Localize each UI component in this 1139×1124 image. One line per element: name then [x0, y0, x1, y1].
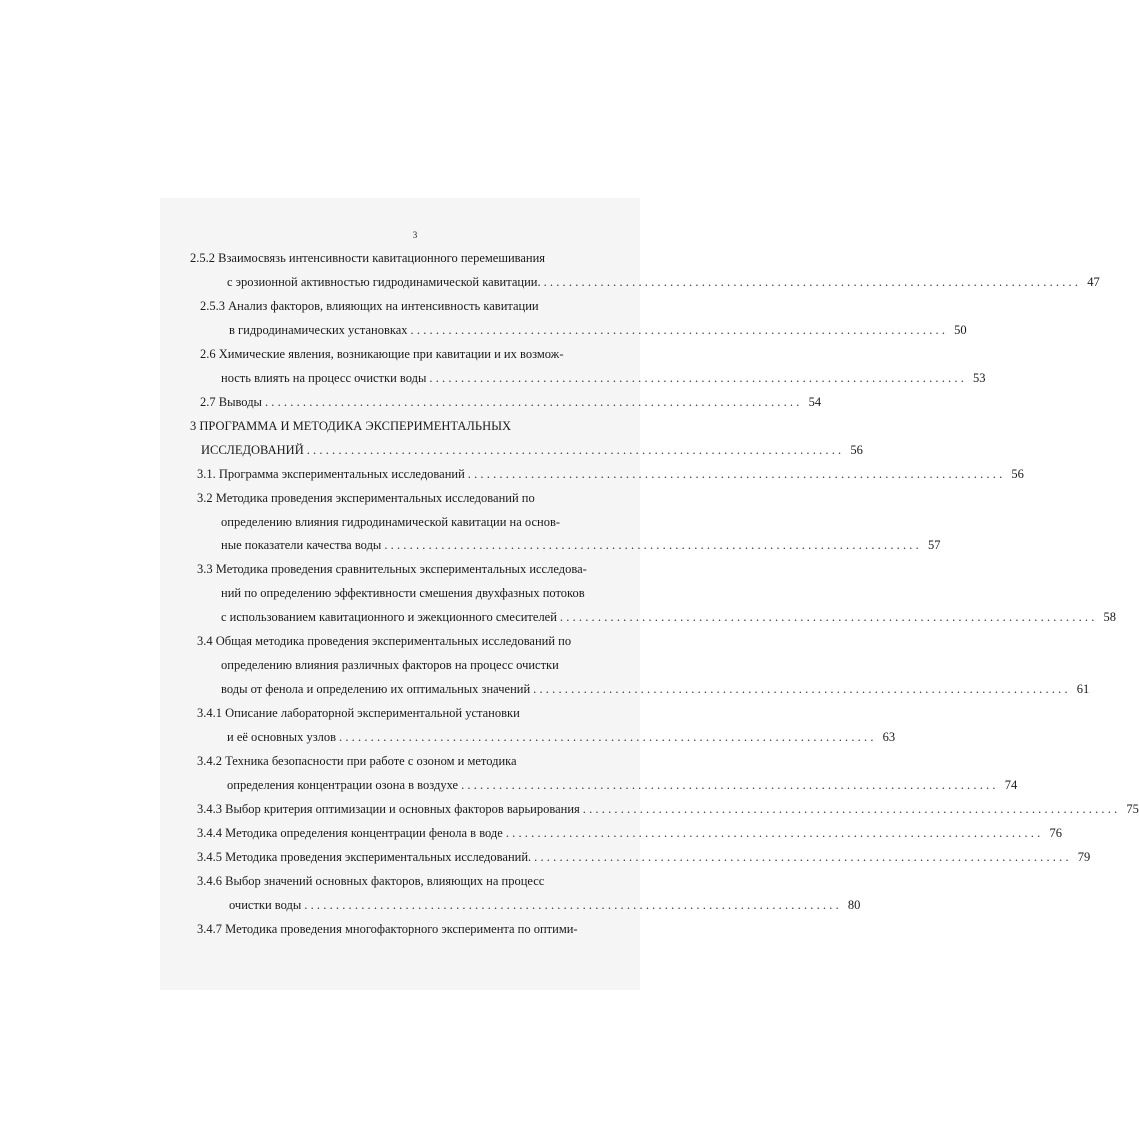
toc-entry-text: 3.1. Программа экспериментальных исследований [197, 467, 465, 481]
toc-line: 2.5.2 Взаимосвязь интенсивности кавитационного перемешивания [190, 251, 546, 265]
toc-line [221, 370, 986, 386]
toc-entry-text: 3.4.3 Выбор критерия оптимизации и основных факторов варьирования [197, 802, 580, 816]
toc-page-number: 76 [1049, 826, 1062, 840]
toc-entry-text: с использованием кавитационного и эжекционного смесителей [221, 610, 557, 624]
toc-line [221, 537, 941, 553]
toc-entry-text: 3.4.4 Методика определения концентрации фенола в воде [197, 826, 503, 840]
toc-page-number: 79 [1077, 850, 1091, 864]
toc-page-number: 74 [1004, 778, 1018, 792]
toc-line [197, 825, 1062, 841]
toc-dot-leader: ..................................................................................... [534, 850, 1072, 864]
toc-line [221, 681, 1090, 697]
toc-line [227, 729, 896, 745]
toc-line [221, 609, 1117, 625]
toc-line: 2.6 Химические явления, возникающие при кавитации и их возмож- [200, 347, 564, 361]
toc-line [201, 442, 863, 458]
toc-dot-leader: ..................................................................................... [429, 371, 968, 385]
toc-page-number: 80 [847, 898, 861, 912]
toc-dot-leader: ..................................................................................... [384, 538, 922, 552]
toc-dot-leader: ..................................................................................... [582, 802, 1121, 816]
toc-line [227, 274, 1100, 290]
toc-entry-text: определения концентрации озона в воздухе [227, 778, 459, 792]
toc-dot-leader: ..................................................................................... [339, 730, 877, 744]
page-number: 3 [412, 230, 418, 240]
toc-entry-text: воды от фенола и определению их оптимальных значений [221, 682, 531, 696]
toc-line: 3.3 Методика проведения сравнительных экспериментальных исследова- [197, 562, 587, 576]
toc-line [197, 849, 1091, 865]
toc-dot-leader: ..................................................................................... [304, 898, 842, 912]
toc-line [197, 801, 1139, 817]
toc-line [197, 466, 1024, 482]
toc-page-number: 56 [850, 443, 863, 457]
toc-dot-leader: ..................................................................................... [467, 467, 1006, 481]
toc-entry-text: ность влиять на процесс очистки воды [221, 371, 427, 385]
toc-line: 3.4.7 Методика проведения многофакторного эксперимента по оптими- [197, 922, 578, 936]
toc-entry-text: очистки воды [229, 898, 302, 912]
toc-line: определению влияния различных факторов на процесс очистки [221, 658, 559, 672]
toc-line: 3.4.2 Техника безопасности при работе с озоном и методика [197, 754, 517, 768]
toc-line: ний по определению эффективности смешения двухфазных потоков [221, 586, 585, 600]
toc-entry-text: с эрозионной активностью гидродинамической кавитации. [227, 275, 541, 289]
toc-entry-text: 2.7 Выводы [200, 395, 262, 409]
toc-line [227, 777, 1018, 793]
toc-entry-text: и её основных узлов [227, 730, 337, 744]
toc-dot-leader: ..................................................................................... [410, 323, 949, 337]
toc-page-number: 58 [1103, 610, 1117, 624]
toc-page-number: 57 [927, 538, 941, 552]
toc-entry-text: 3.4.5 Методика проведения экспериментальных исследований. [197, 850, 532, 864]
toc-page-number: 50 [954, 323, 967, 337]
toc-entry-text: ИССЛЕДОВАНИЙ [201, 443, 304, 457]
toc-line: 3.4.6 Выбор значений основных факторов, влияющих на процесс [197, 874, 545, 888]
toc-dot-leader: ..................................................................................... [505, 826, 1044, 840]
toc-page-number: 75 [1126, 802, 1139, 816]
toc-line [229, 897, 861, 913]
toc-page-number: 61 [1076, 682, 1090, 696]
toc-page-number: 53 [973, 371, 986, 385]
toc-line: 3.2 Методика проведения экспериментальных исследований по [197, 491, 535, 505]
toc-dot-leader: ..................................................................................... [559, 610, 1098, 624]
toc-dot-leader: ..................................................................................... [306, 443, 845, 457]
toc-dot-leader: ..................................................................................... [264, 395, 803, 409]
toc-dot-leader: ..................................................................................... [543, 275, 1082, 289]
toc-page-number: 54 [808, 395, 822, 409]
toc-line [200, 394, 822, 410]
toc-entry-text: ные показатели качества воды [221, 538, 382, 552]
toc-dot-leader: ..................................................................................... [533, 682, 1071, 696]
toc-page-number: 47 [1087, 275, 1100, 289]
toc-line [229, 322, 967, 338]
toc-line: 3 ПРОГРАММА И МЕТОДИКА ЭКСПЕРИМЕНТАЛЬНЫХ [190, 419, 512, 433]
toc-line: 2.5.3 Анализ факторов, влияющих на интенсивность кавитации [200, 299, 539, 313]
toc-entry-text: в гидродинамических установках [229, 323, 408, 337]
toc-dot-leader: ..................................................................................... [461, 778, 999, 792]
toc-line: определению влияния гидродинамической кавитации на основ- [221, 515, 561, 529]
toc-page-number: 56 [1011, 467, 1024, 481]
toc-line: 3.4 Общая методика проведения экспериментальных исследований по [197, 634, 572, 648]
toc-line: 3.4.1 Описание лабораторной экспериментальной установки [197, 706, 520, 720]
toc-page-number: 63 [882, 730, 896, 744]
